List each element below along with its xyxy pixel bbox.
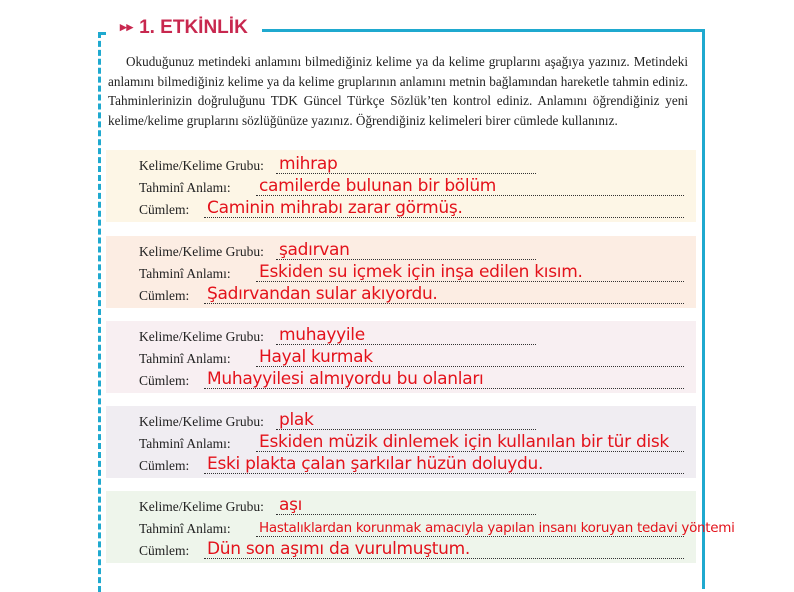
frame-border-right — [702, 29, 705, 589]
word-label: Kelime/Kelime Grubu: — [139, 244, 264, 259]
word-line[interactable] — [276, 514, 536, 515]
entry-card — [106, 491, 735, 563]
entry-card — [106, 406, 696, 478]
word-label: Kelime/Kelime Grubu: — [139, 158, 264, 173]
entry-card — [106, 321, 696, 393]
word-label: Kelime/Kelime Grubu: — [139, 329, 264, 344]
word-answer[interactable]: aşı — [279, 495, 303, 515]
word-answer[interactable]: şadırvan — [279, 240, 350, 260]
frame-corner — [98, 32, 106, 35]
meaning-answer[interactable]: Eskiden su içmek için inşa edilen kısım. — [259, 262, 583, 282]
word-answer[interactable]: mihrap — [279, 154, 338, 174]
word-answer[interactable]: muhayyile — [279, 325, 365, 345]
word-answer[interactable]: plak — [279, 410, 314, 430]
meaning-answer[interactable]: camilerde bulunan bir bölüm — [259, 176, 497, 196]
sentence-answer[interactable]: Muhayyilesi almıyordu bu olanları — [207, 369, 484, 389]
word-label: Kelime/Kelime Grubu: — [139, 414, 264, 429]
sentence-label: Cümlem: — [139, 288, 190, 303]
entry-card — [106, 150, 696, 222]
sentence-answer[interactable]: Caminin mihrabı zarar görmüş. — [207, 198, 463, 218]
word-label: Kelime/Kelime Grubu: — [139, 499, 264, 514]
double-arrow-icon: ▸▸ — [120, 19, 134, 34]
activity-title-text: 1. ETKİNLİK — [139, 17, 248, 38]
meaning-label: Tahminî Anlamı: — [139, 521, 231, 536]
sentence-label: Cümlem: — [139, 373, 190, 388]
meaning-answer[interactable]: Eskiden müzik dinlemek için kullanılan bir tür disk — [259, 432, 669, 452]
meaning-label: Tahminî Anlamı: — [139, 266, 231, 281]
activity-title — [120, 17, 248, 39]
meaning-label: Tahminî Anlamı: — [139, 436, 231, 451]
meaning-label: Tahminî Anlamı: — [139, 351, 231, 366]
word-line[interactable] — [276, 429, 536, 430]
sentence-label: Cümlem: — [139, 458, 190, 473]
sentence-label: Cümlem: — [139, 543, 190, 558]
meaning-answer[interactable]: Hastalıklardan korunmak amacıyla yapılan insanı koruyan tedavi yöntemi — [259, 520, 735, 536]
meaning-answer[interactable]: Hayal kurmak — [259, 347, 373, 367]
sentence-answer[interactable]: Eski plakta çalan şarkılar hüzün doluydu. — [207, 454, 544, 474]
entry-card — [106, 236, 696, 308]
frame-border-left — [98, 32, 101, 592]
meaning-label: Tahminî Anlamı: — [139, 180, 231, 195]
meaning-line[interactable] — [256, 536, 684, 537]
sentence-label: Cümlem: — [139, 202, 190, 217]
frame-border-top — [262, 29, 704, 32]
sentence-answer[interactable]: Şadırvandan sular akıyordu. — [207, 284, 438, 304]
sentence-answer[interactable]: Dün son aşımı da vurulmuştum. — [207, 539, 470, 559]
instructions: Okuduğunuz metindeki anlamını bilmediğiniz kelime ya da kelime gruplarını aşağıya yazınız. Metindeki anlamını bilmediğiniz kelime ya da kelime gruplarının anlamını metnin bağlamından hareketle tahmin ediniz. Tahminlerinizin doğruluğunu TDK Güncel Türkçe Sözlük’ten kontrol ediniz. Anlamını öğrendiğiniz yeni kelime/kelime gruplarını sözlüğünüze yazınız. Öğrendiğiniz kelimeleri birer cümlede kullanınız. — [108, 54, 688, 128]
